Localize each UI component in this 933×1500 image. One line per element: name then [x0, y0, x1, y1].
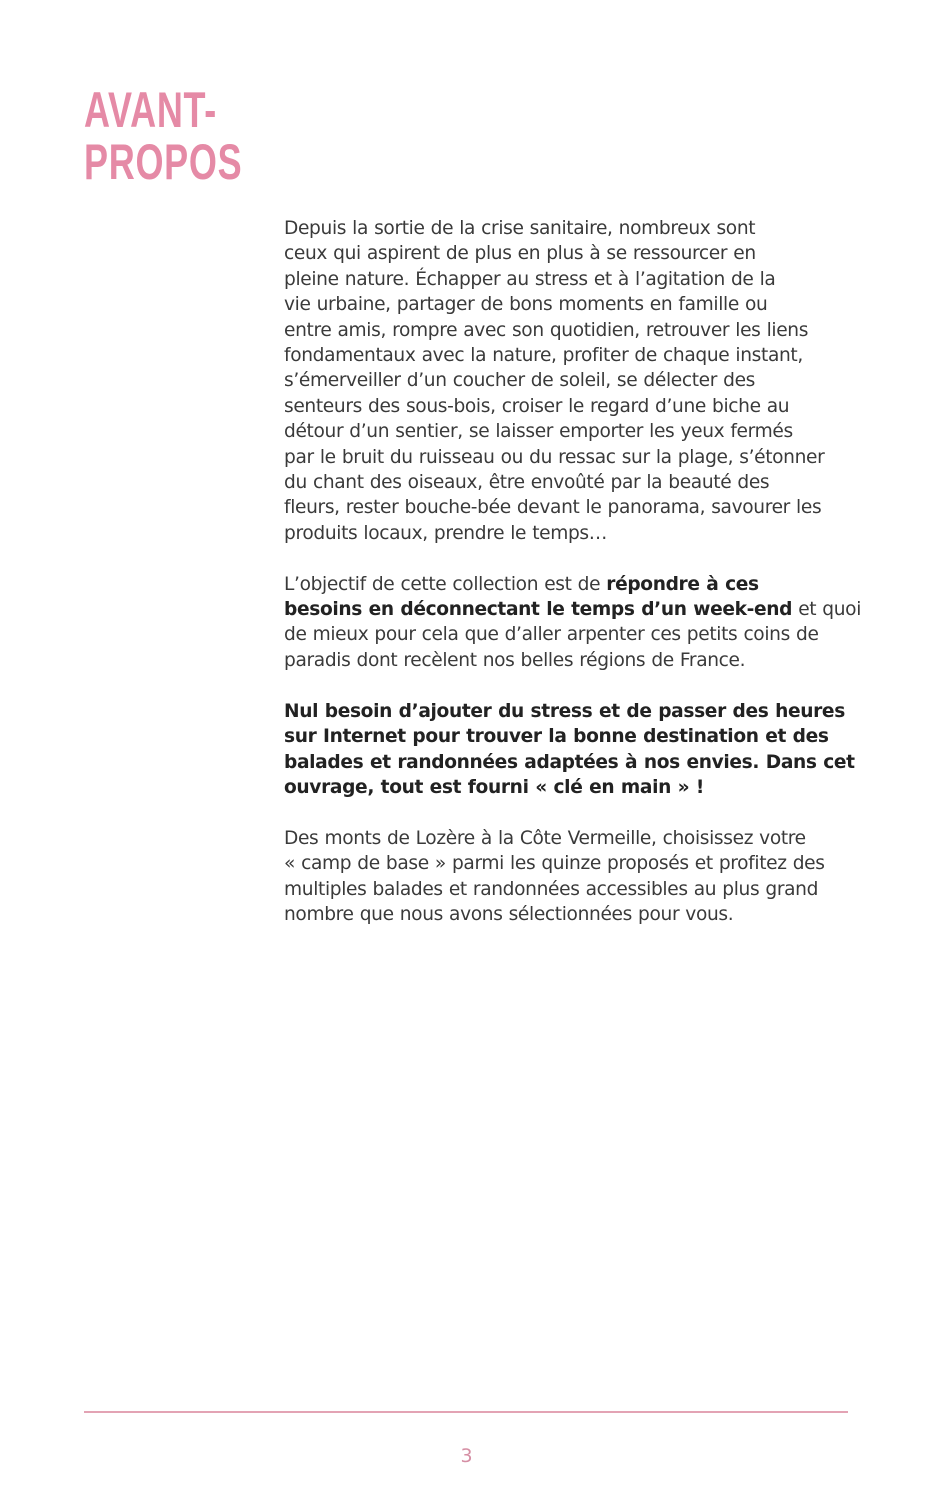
text-line: de mieux pour cela que d’aller arpenter ces petits coins de: [284, 624, 819, 646]
text-line: ceux qui aspirent de plus en plus à se ressourcer en: [284, 243, 756, 265]
text-line: s’émerveiller d’un coucher de soleil, se délecter des: [284, 370, 755, 392]
text-line: Depuis la sortie de la crise sanitaire, nombreux sont: [284, 218, 756, 239]
text-line: fleurs, rester bouche-bée devant le panorama, savourer les: [284, 497, 822, 519]
text-line: Des monts de Lozère à la Côte Vermeille, choisissez votre: [284, 827, 806, 849]
emphasis-line: ouvrage, tout est fourni « clé en main » !: [284, 776, 705, 798]
page-title: [84, 84, 242, 188]
text-line: [284, 572, 854, 597]
text-line: produits locaux, prendre le temps…: [284, 522, 608, 544]
body-text: [284, 216, 862, 953]
text-line: multiples balades et randonnées accessibles au plus grand: [284, 878, 819, 900]
page-number: 3: [460, 1445, 473, 1467]
title-line-2: PROPOS: [84, 134, 243, 190]
text-line: fondamentaux avec la nature, profiter de chaque instant,: [284, 345, 803, 367]
text-line: du chant des oiseaux, être envoûté par la beauté des: [284, 472, 770, 494]
text-line: détour d’un sentier, se laisser emporter les yeux fermés: [284, 421, 793, 443]
text-line: nombre que nous avons sélectionnées pour vous.: [284, 903, 734, 925]
footer-divider: [84, 1411, 848, 1413]
title-line-1: AVANT-: [84, 82, 217, 138]
text-run: et quoi: [792, 599, 862, 621]
text-line: par le bruit du ruisseau ou du ressac sur la plage, s’étonner: [284, 446, 825, 468]
text-line: entre amis, rompre avec son quotidien, retrouver les liens: [284, 319, 809, 341]
text-line: vie urbaine, partager de bons moments en famille ou: [284, 294, 768, 316]
paragraph-intro: [284, 216, 854, 546]
paragraph-closing: [284, 826, 854, 928]
text-line: pleine nature. Échapper au stress et à l’agitation de la: [284, 268, 776, 290]
emphasis-line: sur Internet pour trouver la bonne destination et des: [284, 726, 829, 748]
emphasis-text: répondre à ces: [606, 573, 759, 595]
text-line: « camp de base » parmi les quinze proposés et profitez des: [284, 853, 825, 875]
paragraph-highlight: [284, 699, 854, 801]
text-line: [284, 597, 862, 622]
text-line: senteurs des sous-bois, croiser le regard d’une biche au: [284, 395, 790, 417]
text-run: L’objectif de cette collection est de: [284, 573, 607, 595]
emphasis-line: Nul besoin d’ajouter du stress et de passer des heures: [284, 700, 845, 722]
paragraph-objective: [284, 572, 862, 674]
emphasis-line: balades et randonnées adaptées à nos envies. Dans cet: [284, 751, 855, 773]
emphasis-text: besoins en déconnectant le temps d’un week-end: [284, 599, 793, 621]
text-line: paradis dont recèlent nos belles régions de France.: [284, 649, 746, 671]
